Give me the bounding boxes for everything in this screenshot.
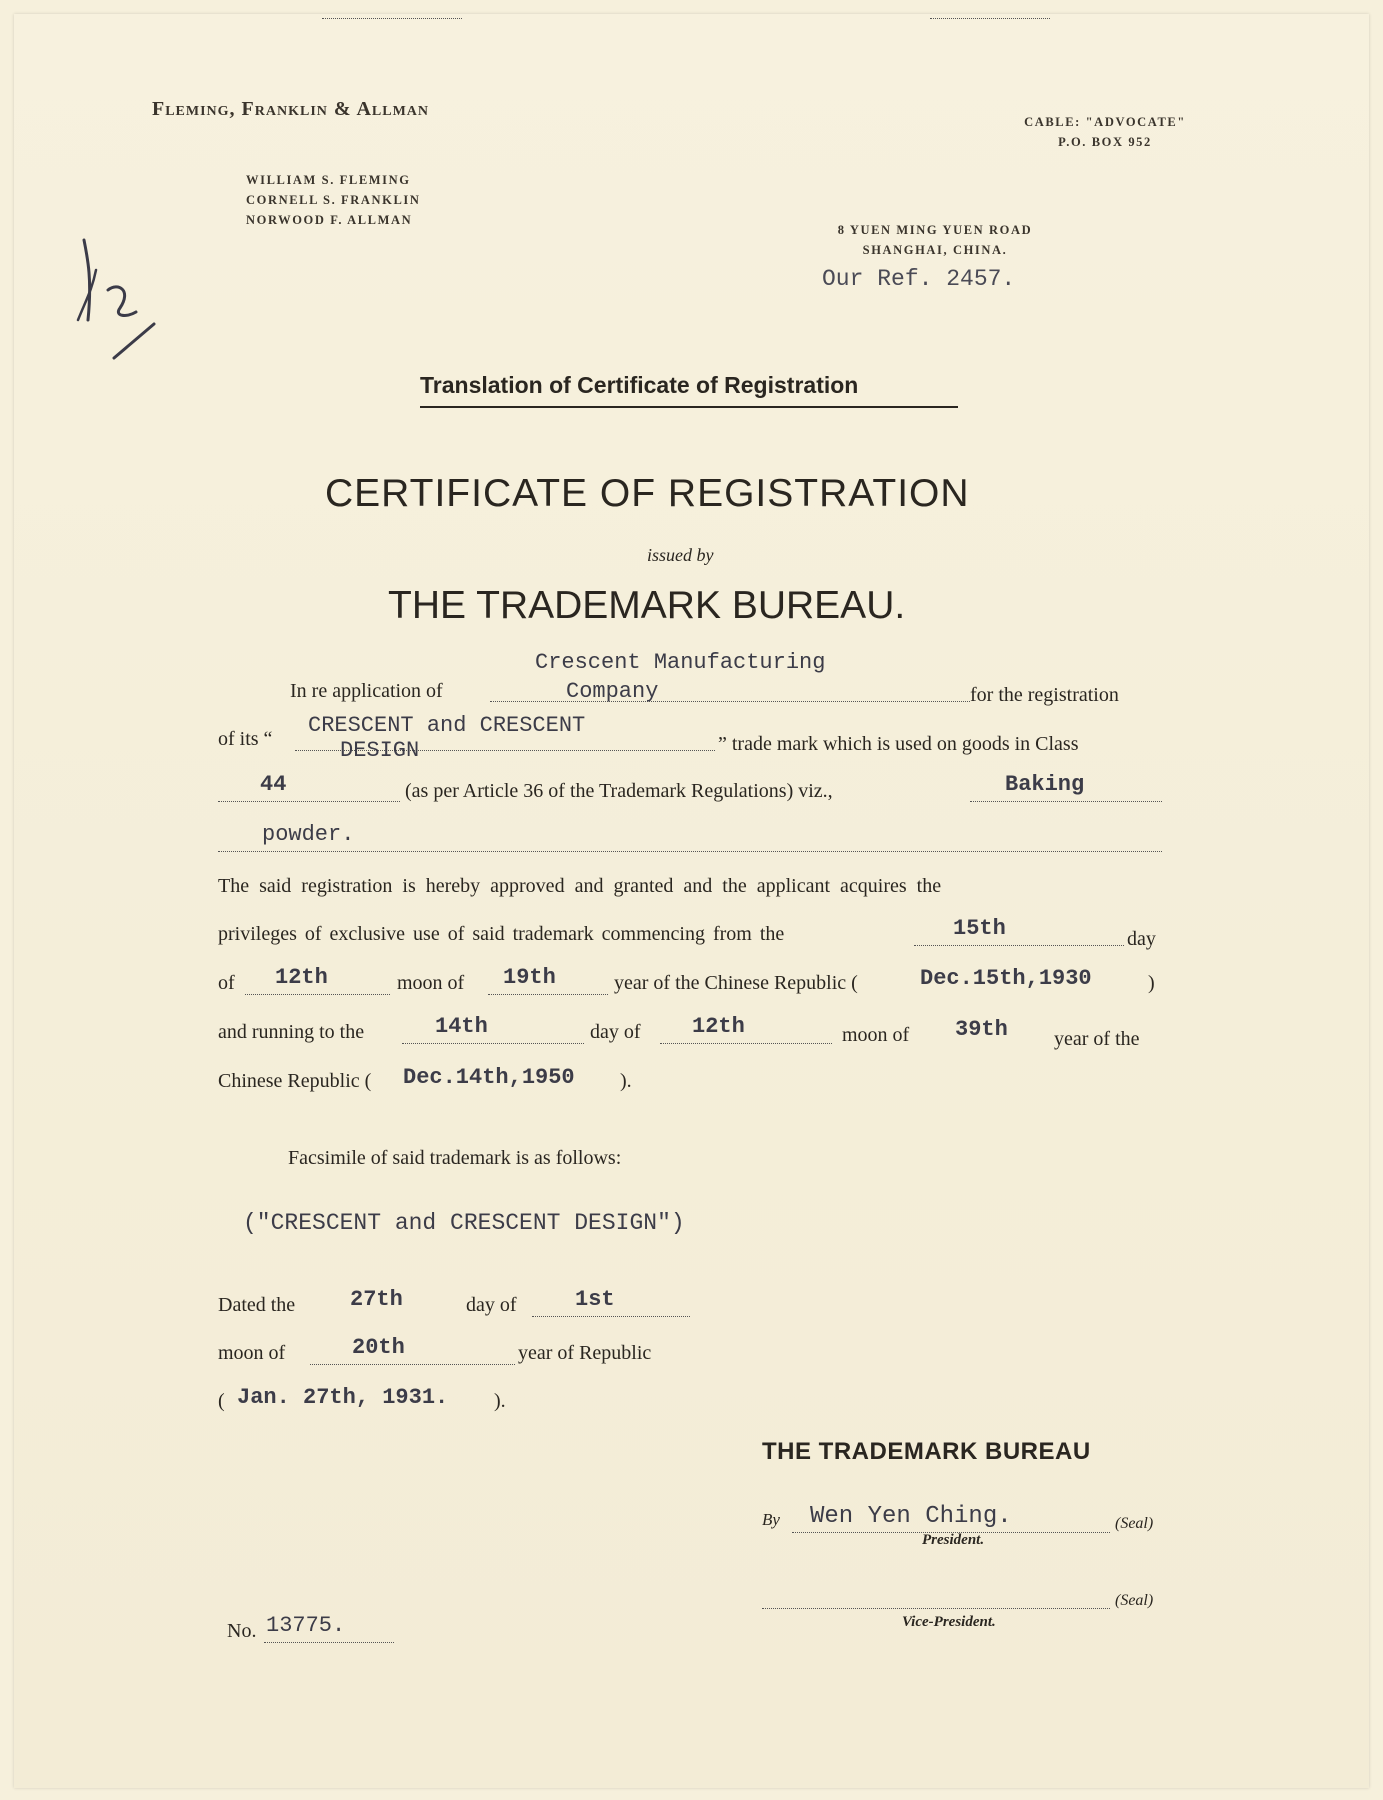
running-to-label: and running to the xyxy=(218,1021,365,1043)
start-day: 15th xyxy=(953,916,1006,941)
partner-name: CORNELL S. FRANKLIN xyxy=(246,193,421,207)
bureau-title: THE TRADEMARK BUREAU. xyxy=(388,584,906,627)
article-label: (as per Article 36 of the Trademark Regulations) viz., xyxy=(405,780,833,802)
year-of-republic-label: year of Republic xyxy=(518,1342,652,1364)
our-reference: Our Ref. 2457. xyxy=(822,266,1016,292)
heading-underline xyxy=(420,406,958,408)
dated-day-field xyxy=(322,0,462,19)
president-label: President. xyxy=(922,1532,985,1548)
number-label: No. xyxy=(227,1620,257,1642)
certificate-number: 13775. xyxy=(266,1613,346,1638)
end-moon-field xyxy=(660,1025,832,1044)
cable-line: CABLE: "ADVOCATE" xyxy=(1024,115,1186,129)
close-paren: ) xyxy=(1148,972,1155,994)
partner-name: WILLIAM S. FLEMING xyxy=(246,173,411,187)
dated-day: 27th xyxy=(350,1287,403,1312)
year-of-label: year of the xyxy=(1054,1028,1140,1050)
dated-paren-open: ( xyxy=(218,1390,225,1412)
applicant-name-line2: Company xyxy=(566,679,659,704)
cable-address xyxy=(980,112,1230,152)
moon-of-label: moon of xyxy=(397,972,465,994)
signature-bureau: THE TRADEMARK BUREAU xyxy=(762,1438,1091,1465)
president-seal: (Seal) xyxy=(1115,1515,1154,1532)
day-of-label: day of xyxy=(590,1021,641,1043)
document-page xyxy=(14,14,1369,1788)
start-moon: 12th xyxy=(275,965,328,990)
end-moon: 12th xyxy=(692,1014,745,1039)
registration-label: for the registration xyxy=(970,684,1119,706)
facsimile-text: ("CRESCENT and CRESCENT DESIGN") xyxy=(243,1210,685,1236)
start-date: Dec.15th,1930 xyxy=(920,966,1092,991)
applicant-field xyxy=(490,683,970,702)
issued-by: issued by xyxy=(647,545,714,565)
mark-name-line1: CRESCENT and CRESCENT xyxy=(308,713,586,738)
end-day: 14th xyxy=(435,1014,488,1039)
president-name: Wen Yen Ching. xyxy=(810,1503,1012,1530)
dated-label: Dated the xyxy=(218,1294,296,1316)
vice-president-label: Vice-President. xyxy=(902,1614,996,1630)
po-box: P.O. BOX 952 xyxy=(1058,135,1152,149)
applicant-name-line1: Crescent Manufacturing xyxy=(535,650,826,675)
goods-continuation-field xyxy=(218,833,1162,852)
start-day-field xyxy=(914,927,1124,946)
application-line-label: In re application of xyxy=(290,680,443,702)
address-line: 8 YUEN MING YUEN ROAD xyxy=(837,223,1033,237)
vice-president-signature-field xyxy=(762,1590,1110,1609)
mark-name-line2: DESIGN xyxy=(340,738,420,763)
vice-president-seal: (Seal) xyxy=(1115,1592,1154,1609)
dated-moon-of-label: moon of xyxy=(218,1342,286,1364)
chinese-republic-label: Chinese Republic ( xyxy=(218,1070,372,1092)
partner-name: NORWOOD F. ALLMAN xyxy=(246,213,413,227)
of-label: of xyxy=(218,972,235,994)
address-line: SHANGHAI, CHINA. xyxy=(862,243,1008,257)
by-label: By xyxy=(762,1510,780,1529)
dated-day-of-label: day of xyxy=(466,1294,517,1316)
goods-line1: Baking xyxy=(1005,772,1085,797)
end-date: Dec.14th,1950 xyxy=(403,1065,575,1090)
facsimile-label: Facsimile of said trademark is as follows: xyxy=(288,1147,622,1169)
end-year-field xyxy=(930,0,1050,19)
class-number: 44 xyxy=(260,772,287,797)
moon-of-label-2: moon of xyxy=(842,1024,910,1046)
dated-moon: 1st xyxy=(575,1287,615,1312)
dated-paren-close: ). xyxy=(494,1390,506,1412)
translation-heading: Translation of Certificate of Registration xyxy=(420,372,859,398)
firm-name: Fleming, Franklin & Allman xyxy=(152,98,429,120)
street-address xyxy=(800,220,1070,260)
privileges-text: privileges of exclusive use of said trademark commencing from the xyxy=(218,923,785,945)
end-year: 39th xyxy=(955,1017,1008,1042)
republic-label: year of the Chinese Republic ( xyxy=(614,972,858,994)
day-label: day xyxy=(1127,928,1156,950)
certificate-title: CERTIFICATE OF REGISTRATION xyxy=(325,472,970,515)
close-paren-2: ). xyxy=(620,1070,632,1092)
class-field xyxy=(218,783,400,802)
dated-date: Jan. 27th, 1931. xyxy=(237,1385,449,1410)
approval-text: The said registration is hereby approved and granted and the applicant acquires the xyxy=(218,875,942,897)
mark-line-label: of its “ xyxy=(218,728,273,750)
partner-list xyxy=(246,170,421,230)
dated-year: 20th xyxy=(352,1335,405,1360)
end-day-field xyxy=(402,1025,584,1044)
class-label: ” trade mark which is used on goods in Class xyxy=(718,733,1079,755)
handwritten-mark-icon xyxy=(70,220,170,370)
goods-line2: powder. xyxy=(262,822,355,847)
dated-year-field xyxy=(310,1346,515,1365)
start-year: 19th xyxy=(503,965,556,990)
